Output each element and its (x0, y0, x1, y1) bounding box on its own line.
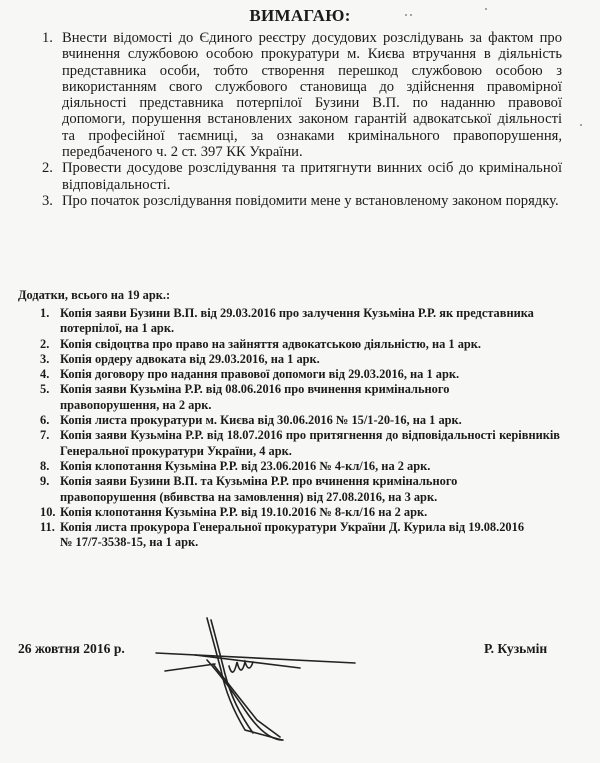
annex-number: 6. (40, 413, 50, 428)
annex-heading: Додатки, всього на 19 арк.: (18, 288, 171, 302)
annex-item (40, 474, 560, 505)
annex-number: 1. (40, 306, 50, 320)
document-date: 26 жовтня 2016 р. (18, 641, 125, 656)
annex-number: 4. (40, 367, 50, 382)
annex-text: Копія заяви Бузини В.П. від 29.03.2016 про залучення Кузьміна Р.Р. як представника потерпілої, на 1 арк. (60, 306, 534, 336)
annex-item (40, 306, 560, 337)
annex-item (40, 337, 560, 352)
demand-item (42, 30, 562, 160)
demand-number: 3. (42, 192, 53, 209)
annex-text: Копія заяви Кузьміна Р.Р. від 08.06.2016 про вчинення кримінального правопорушення, на 2 арк. (60, 382, 450, 412)
annex-text: Копія заяви Кузьміна Р.Р. від 18.07.2016 про притягнення до відповідальності керівників Генеральної прокуратури України, 4 арк. (60, 428, 560, 458)
annex-text: Копія листа прокуратури м. Києва від 30.06.2016 № 15/1-20-16, на 1 арк. (60, 413, 462, 428)
annex-text: Копія свідоцтва про право на зайняття адвокатською діяльністю, на 1 арк. (60, 336, 482, 351)
annex-item (40, 367, 560, 382)
demand-number: 1. (42, 30, 53, 46)
demands-list (42, 30, 562, 209)
demand-text: Внести відомості до Єдиного реєстру досудових розслідувань за фактом про вчинення службовою особою прокуратури м. Києва втручання в діяльність представника особи, тобто створення перешкод службовою особою з використанням свого службового становища до здійснення правомірної діяльності представника потерпілої Бузини В.П. по наданню правової допомоги, порушення встановлених законом гарантій адвокатської діяльності та професійної таємниці, за ознаками кримінального правопорушення, передбаченого ч. 2 ст. 397 КК України. (62, 30, 562, 161)
annex-text: Копія клопотання Кузьміна Р.Р. від 19.10.2016 № 8-кл/16 на 2 арк. (60, 504, 428, 519)
annex-list (40, 306, 560, 551)
annex-item (40, 520, 560, 551)
annex-text: Копія листа прокурора Генеральної прокуратури України Д. Курила від 19.08.2016 № 17/7-3538-15, на 1 арк. (60, 520, 525, 550)
annex-number: 3. (40, 351, 50, 366)
annex-item (40, 505, 560, 520)
annex-item (40, 413, 560, 428)
annex-item (40, 382, 560, 413)
demand-item (42, 193, 562, 209)
annex-number: 5. (40, 382, 50, 397)
annex-number: 9. (40, 474, 50, 489)
annex-text: Копія клопотання Кузьміна Р.Р. від 23.06.2016 № 4-кл/16, на 2 арк. (60, 458, 431, 473)
annex-number: 2. (40, 336, 50, 351)
annex-item (40, 428, 560, 459)
signer-name: Р. Кузьмін (484, 641, 548, 656)
annex-number: 10. (40, 504, 56, 519)
annex-text: Копія договору про надання правової допомоги від 29.03.2016, на 1 арк. (60, 367, 460, 382)
annex-number: 7. (40, 428, 50, 443)
annex-text: Копія заяви Бузини В.П. та Кузьміна Р.Р. про вчинення кримінального правопорушення (вбивства на замовлення) від 27.08.2016, на 3 арк. (60, 474, 458, 504)
document-title: ВИМАГАЮ: (249, 6, 351, 25)
demand-text: Провести досудове розслідування та притягнути винних осіб до кримінальної відповідальності. (62, 160, 562, 193)
demand-number: 2. (42, 160, 53, 177)
annex-item (40, 352, 560, 367)
signature-icon (155, 600, 395, 750)
demand-text: Про початок розслідування повідомити мене у встановленому законом порядку. (62, 192, 559, 209)
annex-number: 11. (40, 520, 55, 535)
annex-number: 8. (40, 458, 50, 473)
demand-item (42, 160, 562, 193)
annex-text: Копія ордеру адвоката від 29.03.2016, на 1 арк. (60, 351, 320, 366)
annex-item (40, 459, 560, 474)
